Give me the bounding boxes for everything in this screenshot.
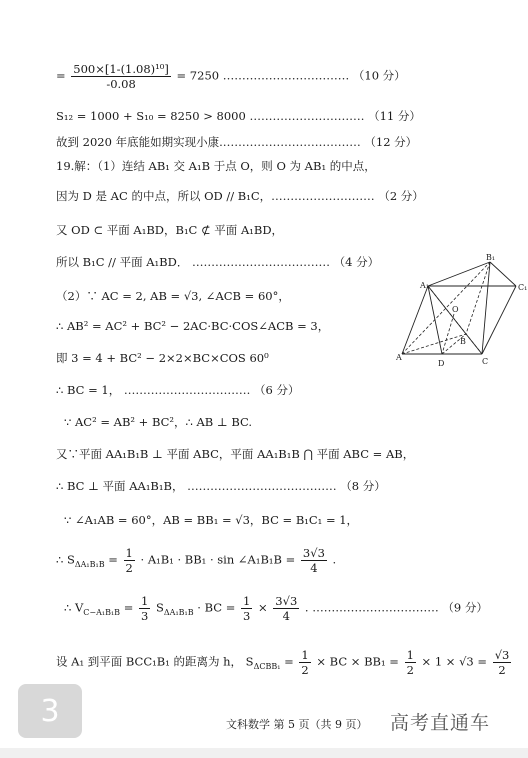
text-line-6	[56, 222, 283, 238]
fraction-denominator: 4	[282, 609, 290, 623]
page-number-badge[interactable]: 3	[18, 684, 82, 738]
watermark-text: 高考直通车	[390, 712, 491, 734]
score-label: （4 分）	[333, 255, 380, 269]
fraction-denominator: 2	[301, 663, 309, 677]
text-part: ∴ V	[64, 600, 84, 615]
equation-line-2	[56, 108, 421, 124]
text-line-14	[56, 478, 386, 494]
text-part: S	[156, 600, 164, 615]
text-part: =	[120, 600, 138, 615]
label-A1: A₁	[420, 281, 429, 290]
label-C: C	[482, 357, 489, 366]
prism-diagram	[394, 250, 528, 372]
score-label: （2 分）	[378, 189, 424, 203]
fraction-numerator: 1	[406, 648, 414, 662]
line-text: （2）∵ AC = 2, AB = √3, ∠ACB = 60°，	[56, 289, 290, 303]
prism-figure	[394, 250, 528, 372]
text-line-11	[56, 382, 300, 398]
fraction-numerator: 3√3	[302, 546, 325, 560]
text-line-7	[56, 254, 379, 270]
fraction-numerator: 500×[1-(1.08)¹⁰]	[73, 62, 169, 76]
line-text: 所以 B₁C // 平面 A₁BD． ………………………………	[56, 255, 330, 269]
text-part: ∴ S	[56, 552, 75, 567]
label-B: B	[460, 337, 466, 346]
text-line-4	[56, 158, 376, 174]
fraction-denominator: 4	[310, 561, 318, 575]
text-part: .	[332, 552, 337, 567]
line-text: ∵ ∠A₁AB = 60°，AB = BB₁ = √3，BC = B₁C₁ = 1，	[64, 513, 359, 527]
text-part: · A₁B₁ · BB₁ · sin ∠A₁B₁B =	[140, 552, 299, 567]
equation-line-18	[56, 648, 513, 677]
label-A: A	[396, 353, 402, 362]
text-part: ×	[258, 600, 272, 615]
fraction-denominator: 3	[243, 609, 251, 623]
line-text: 即 3 = 4 + BC² − 2×2×BC×COS 60⁰	[56, 351, 269, 365]
equation-line-16	[56, 546, 336, 575]
fraction	[124, 546, 135, 575]
fraction-numerator: 1	[243, 594, 251, 608]
fraction-numerator: √3	[494, 648, 510, 662]
page-footer: 文科数学 第 5 页（共 9 页）	[226, 718, 368, 731]
text-line-13	[56, 446, 414, 462]
fraction-denominator: 2	[125, 561, 133, 575]
subscript: ΔCBB₁	[253, 661, 281, 671]
score-label: （11 分）	[368, 109, 421, 123]
text-line-12	[64, 414, 252, 430]
text-part: · BC =	[193, 600, 240, 615]
fraction	[241, 594, 252, 623]
label-C1: C₁	[518, 283, 528, 292]
text-part: =	[280, 654, 298, 669]
text-part: . ……………………………	[304, 600, 439, 615]
text-part: × BC × BB₁ =	[316, 654, 403, 669]
label-O: O	[452, 305, 459, 314]
fraction-numerator: 3√3	[275, 594, 298, 608]
fraction-denominator: 2	[406, 663, 414, 677]
text-part: =	[104, 552, 122, 567]
fraction-denominator: 3	[141, 609, 149, 623]
line-text: ∵ AC² = AB² + BC²，∴ AB ⊥ BC.	[64, 415, 253, 429]
equation-line-17	[64, 594, 488, 623]
text-line-9	[56, 318, 329, 334]
score-label: （10 分）	[352, 68, 406, 83]
equation-tail: = 7250 ……………………………	[176, 68, 350, 83]
fraction	[493, 648, 512, 677]
fraction	[405, 648, 416, 677]
fraction	[273, 594, 299, 623]
text-part: 设 A₁ 到平面 BCC₁B₁ 的距离为 h， S	[56, 654, 254, 669]
fraction-denominator: -0.08	[106, 77, 136, 91]
bottom-edge	[0, 748, 528, 758]
score-label: （9 分）	[442, 600, 488, 615]
score-label: （6 分）	[254, 383, 300, 397]
fraction-numerator: 1	[125, 546, 133, 560]
line-text: 故到 2020 年底能如期实现小康.………………………………	[56, 135, 361, 149]
subscript: C−A₁B₁B	[83, 607, 121, 617]
text-line-3	[56, 134, 417, 150]
score-label: （12 分）	[364, 135, 418, 149]
fraction-numerator: 1	[301, 648, 309, 662]
fraction-denominator: 2	[498, 663, 506, 677]
line-text: 又∵平面 AA₁B₁B ⊥ 平面 ABC，平面 AA₁B₁B ⋂ 平面 ABC = AB，	[56, 447, 415, 461]
fraction	[71, 62, 171, 91]
line-text: ∴ AB² = AC² + BC² − 2AC·BC·COS∠ACB = 3，	[56, 319, 330, 333]
line-text: ∴ BC ⊥ 平面 AA₁B₁B， …………………………………	[56, 479, 337, 493]
subscript: ΔA₁B₁B	[163, 607, 194, 617]
subscript: ΔA₁B₁B	[74, 559, 105, 569]
text-line-5	[56, 188, 424, 204]
label-D: D	[438, 359, 445, 368]
line-text: ∴ BC = 1， ……………………………	[56, 383, 251, 397]
line-text: S₁₂ = 1000 + S₁₀ = 8250 > 8000 …………………………	[56, 109, 365, 123]
line-text: 又 OD ⊂ 平面 A₁BD，B₁C ⊄ 平面 A₁BD，	[56, 223, 284, 237]
text-line-10	[56, 350, 269, 366]
line-text: 因为 D 是 AC 的中点，所以 OD // B₁C，………………………	[56, 189, 375, 203]
fraction-numerator: 1	[141, 594, 149, 608]
text-line-15	[64, 512, 358, 528]
line-text: 19.解：（1）连结 AB₁ 交 A₁B 于点 O，则 O 为 AB₁ 的中点，	[56, 159, 376, 173]
equation-line-1: = $\frac{\text{500×[1-(1.08)¹⁰]}}{-0.08}$ = 7250 …………………………… （10 分）	[56, 62, 406, 91]
text-part: × 1 × √3 =	[421, 654, 491, 669]
fraction	[301, 546, 327, 575]
text-line-8	[56, 288, 290, 304]
fraction	[299, 648, 310, 677]
score-label: （8 分）	[340, 479, 386, 493]
fraction	[139, 594, 150, 623]
label-B1: B₁	[486, 253, 496, 262]
